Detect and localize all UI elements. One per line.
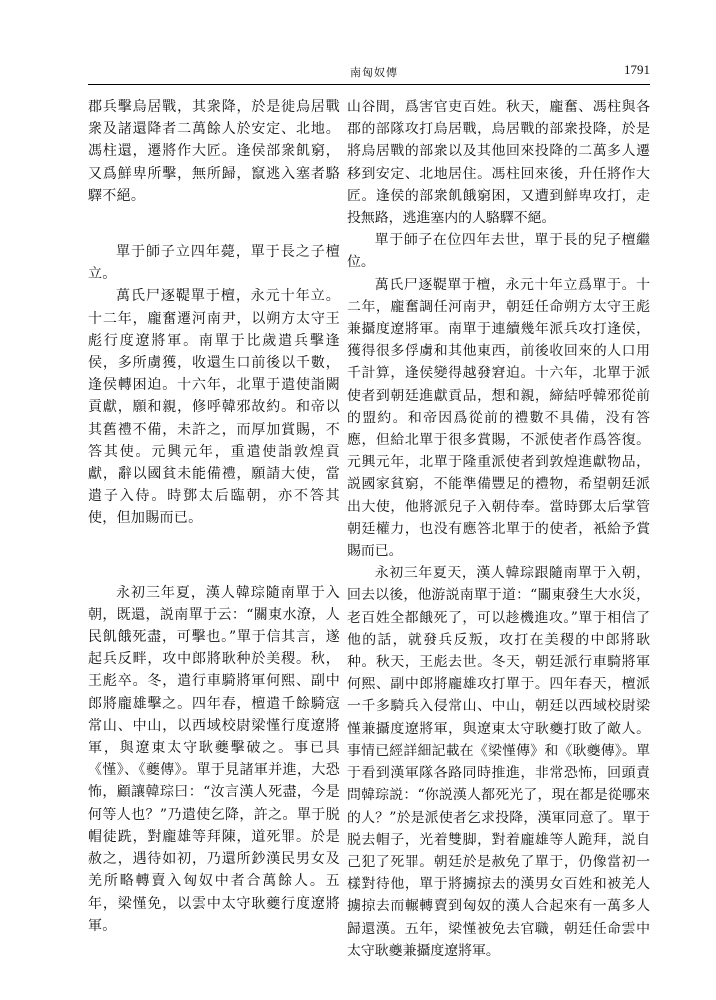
paragraph: 萬氏尸逐鞮單于檀，永元十年立。十二年，龐奮遷河南尹，以朔方太守王彪行度遼將軍。南單于比歲遣兵擊逢侯，多所虜獲，收還生口前後以千數，逢侯轉困迫。十六年，北單于遣使詣闕貢獻，願和親，修呼韓邪故約。和帝以其舊禮不備，未許之，而厚加賞賜，不答其使。元興元年，重遣使詣敦煌貢獻，辭以國貧未能備禮，願請大使，當遣子入侍。時鄧太后臨朝，亦不答其使，但加賜而已。 bbox=[88, 288, 340, 527]
paragraph: 萬氏尸逐鞮單于檀，永元十年立爲單于。十二年，龐奮調任河南尹，朝廷任命朔方太守王彪兼攝度遼將軍。南單于連續幾年派兵攻打逢侯，獲得很多俘虜和其他東西，前後收回來的人口用千計算，逢侯變得越發窘迫。十六年，北單于派使者到朝廷進獻貢品，想和親，締結呼韓邪從前的盟約。和帝因爲從前的禮數不具備，没有答應，但給北單于很多賞賜，不派使者作爲答復。元興元年，北單于隆重派使者到敦煌進獻物品，説國家貧窮，不能準備豐足的禮物，希望朝廷派出大使，他將派兒子入朝侍奉。當時鄧太后掌管朝廷權力，也没有應答北單于的使者，衹給予賞賜而已。 bbox=[347, 276, 650, 560]
original-text-column bbox=[88, 96, 340, 937]
paragraph: 郡兵擊烏居戰，其衆降，於是徙烏居戰衆及諸還降者二萬餘人於安定、北地。馮柱還，遷將作大匠。逢侯部衆飢窮，又爲鮮卑所擊，無所歸，竄逃入塞者駱驛不絕。 bbox=[88, 99, 340, 204]
translation-column bbox=[347, 96, 650, 962]
paragraph: 山谷間，爲害官吏百姓。秋天，龐奮、馮柱與各郡的部隊攻打烏居戰，烏居戰的部衆投降，於是將烏居戰的部衆以及其他回來投降的二萬多人遷移到安定、北地居住。馮柱回來後，升任將作大匠。逢侯的部衆飢餓窮困，又遭到鮮卑攻打，走投無路，逃進塞内的人駱驛不絕。 bbox=[347, 99, 650, 227]
paragraph: 永初三年夏天，漢人韓琮跟隨南單于入朝，回去以後，他游説南單于道：“關東發生大水災，老百姓全都餓死了，可以趁機進攻。”單于相信了他的話，就發兵反叛，攻打在美稷的中郎將耿种。秋天，王彪去世。冬天，朝廷派行車騎將軍何熙、副中郎將龐雄攻打單于。四年春天，檀派一千多騎兵入侵常山、中山，朝廷以西域校尉梁慬兼攝度遼將軍，與遼東太守耿夔打敗了敵人。事情已經詳細記載在《梁慬傳》和《耿夔傳》。單于看到漢軍隊各路同時推進，非常恐怖，回頭責問韓琮説：“你説漢人都死光了，現在都是從哪來的人？”於是派使者乞求投降，漢軍同意了。單于脱去帽子，光着雙脚，對着龐雄等人跪拜，説自己犯了死罪。朝廷於是赦免了單于，仍像當初一樣對待他，單于將擄掠去的漢男女百姓和被羌人擄掠去而輾轉賣到匈奴的漢人合起來有一萬多人歸還漢。五年，梁慬被免去官職，朝廷任命雲中太守耿夔兼攝度遼將軍。 bbox=[347, 565, 650, 959]
page-number: 1791 bbox=[624, 62, 650, 77]
paragraph: 永初三年夏，漢人韓琮隨南單于入朝，既還，説南單于云：“關東水潦，人民飢餓死盡，可擊也。”單于信其言，遂起兵反畔，攻中郎將耿种於美稷。秋，王彪卒。冬，遣行車騎將軍何熙、副中郎將龐雄擊之。四年春，檀遣千餘騎寇常山、中山，以西域校尉梁慬行度遼將軍，與遼東太守耿夔擊破之。事已具《慬》、《夔傳》。單于見諸軍并進，大恐怖，顧讓韓琮曰：“汝言漢人死盡，今是何等人也？”乃遣使乞降，許之。單于脱帽徒跣，對龐雄等拜陳，道死罪。於是赦之，遇待如初，乃還所鈔漢民男女及羌所略轉賣入匈奴中者合萬餘人。五年，梁慬免，以雲中太守耿夔行度遼將軍。 bbox=[88, 584, 340, 934]
paragraph: 單于師子在位四年去世，單于長的兒子檀繼位。 bbox=[347, 232, 650, 271]
page-header bbox=[88, 64, 650, 80]
header-rule bbox=[88, 84, 650, 85]
running-title: 南匈奴傳 bbox=[350, 66, 398, 79]
paragraph: 單于師子立四年薨，單于長之子檀立。 bbox=[88, 244, 340, 283]
